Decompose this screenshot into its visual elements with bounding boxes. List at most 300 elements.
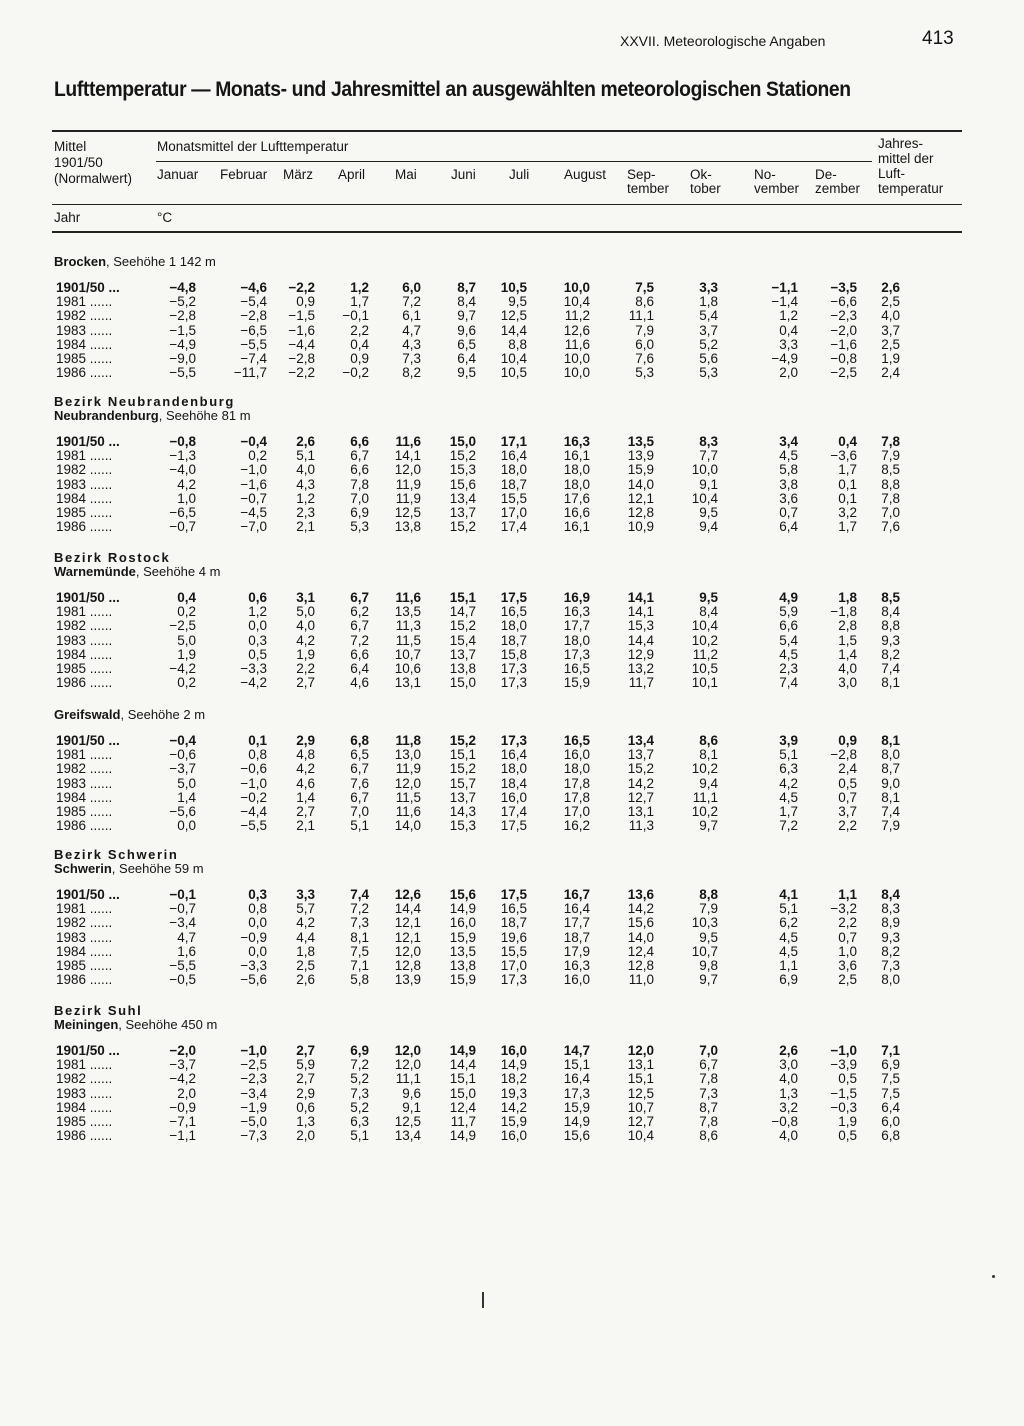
month-cell: 0,6 <box>248 590 267 605</box>
month-cell: 5,8 <box>350 972 369 988</box>
year-mean-cell: 6,0 <box>881 1114 900 1129</box>
month-cell: 4,6 <box>296 775 315 791</box>
month-header: Januar <box>157 167 199 182</box>
year-mean-cell: 2,4 <box>881 365 900 381</box>
month-cell: −6,5 <box>240 322 267 338</box>
table-row <box>0 435 1024 449</box>
month-cell: 5,2 <box>350 1099 369 1115</box>
year-mean-cell: 7,4 <box>881 804 900 819</box>
station-altitude: , Seehöhe 450 m <box>118 1017 218 1032</box>
month-cell: −1,6 <box>288 322 315 338</box>
month-cell: 18,4 <box>500 775 527 791</box>
row-label: 1984 ...... <box>56 789 113 805</box>
month-cell: 13,8 <box>394 519 421 535</box>
month-cell: −1,0 <box>240 462 267 478</box>
month-cell: 4,5 <box>779 789 798 805</box>
month-cell: −4,2 <box>240 675 267 691</box>
month-cell: 7,8 <box>350 476 369 492</box>
month-cell: 5,1 <box>296 448 315 464</box>
month-cell: 15,6 <box>449 476 476 492</box>
table-row <box>0 777 1024 791</box>
month-cell: 0,7 <box>838 789 857 805</box>
station-name: Meiningen <box>54 1017 119 1032</box>
month-cell: 7,9 <box>699 901 718 917</box>
year-mean-cell: 8,8 <box>881 618 900 634</box>
district-heading: Bezirk Suhl <box>54 1003 143 1018</box>
month-cell: 15,6 <box>563 1128 590 1144</box>
month-cell: −1,0 <box>240 1043 267 1058</box>
month-cell: −1,0 <box>240 775 267 791</box>
month-cell: 15,5 <box>500 943 527 959</box>
month-cell: −4,0 <box>169 462 196 478</box>
group-header: Monatsmittel der Lufttemperatur <box>157 139 349 154</box>
month-cell: 14,0 <box>627 476 654 492</box>
month-cell: 12,1 <box>627 490 654 506</box>
row-label: 1984 ...... <box>56 943 113 959</box>
year-mean-cell: 2,6 <box>881 280 900 295</box>
month-cell: 3,3 <box>779 336 798 352</box>
month-cell: 13,7 <box>627 747 654 763</box>
month-cell: −2,5 <box>830 365 857 381</box>
year-mean-cell: 6,9 <box>881 1057 900 1073</box>
month-cell: 7,0 <box>350 490 369 506</box>
month-cell: 10,4 <box>691 618 718 634</box>
month-cell: 0,8 <box>248 901 267 917</box>
month-cell: 1,3 <box>296 1114 315 1129</box>
year-mean-cell: 6,8 <box>881 1128 900 1144</box>
month-cell: 18,2 <box>500 1071 527 1087</box>
month-cell: 17,3 <box>563 1085 590 1101</box>
row-label: 1986 ...... <box>56 519 113 535</box>
month-cell: −0,8 <box>771 1114 798 1129</box>
month-cell: 1,9 <box>296 646 315 662</box>
month-cell: 9,4 <box>699 775 718 791</box>
month-cell: 0,4 <box>350 336 369 352</box>
month-cell: 3,1 <box>296 590 315 605</box>
month-cell: 17,3 <box>500 972 527 988</box>
month-cell: 10,3 <box>691 915 718 931</box>
month-cell: 12,6 <box>563 322 590 338</box>
month-cell: −4,9 <box>169 336 196 352</box>
month-cell: 6,9 <box>350 505 369 520</box>
month-cell: 1,1 <box>838 887 857 902</box>
row-label: 1985 ...... <box>56 351 113 366</box>
month-cell: 10,0 <box>691 462 718 478</box>
month-cell: 6,6 <box>350 462 369 478</box>
table-top-rule <box>52 130 962 132</box>
month-cell: 13,1 <box>394 675 421 691</box>
month-cell: 1,6 <box>177 943 196 959</box>
year-mean-cell: 8,0 <box>881 972 900 988</box>
month-cell: 10,9 <box>627 519 654 535</box>
month-cell: 15,3 <box>449 818 476 834</box>
month-header: Mai <box>395 167 417 182</box>
month-cell: 0,7 <box>779 505 798 520</box>
month-cell: 15,1 <box>449 1071 476 1087</box>
month-cell: 6,7 <box>350 618 369 634</box>
table-row <box>0 1087 1024 1101</box>
month-cell: 10,6 <box>394 661 421 676</box>
month-cell: 13,4 <box>627 733 654 748</box>
month-cell: 2,6 <box>779 1043 798 1058</box>
month-cell: 17,0 <box>500 505 527 520</box>
month-cell: 2,5 <box>838 972 857 988</box>
month-cell: 4,5 <box>779 646 798 662</box>
month-cell: 11,0 <box>628 972 654 988</box>
month-cell: 15,6 <box>627 915 654 931</box>
table-row <box>0 1129 1024 1143</box>
table-row <box>0 805 1024 819</box>
month-cell: 0,5 <box>248 646 267 662</box>
month-cell: 10,7 <box>691 943 718 959</box>
row-label: 1985 ...... <box>56 1114 113 1129</box>
month-cell: 6,7 <box>350 789 369 805</box>
row-label: 1985 ...... <box>56 958 113 973</box>
month-cell: 14,9 <box>563 1114 590 1129</box>
month-cell: 2,5 <box>296 958 315 973</box>
month-cell: 17,4 <box>500 519 527 535</box>
month-cell: 16,5 <box>563 733 590 748</box>
unit-label: °C <box>157 210 173 225</box>
month-cell: 18,0 <box>563 632 590 648</box>
month-cell: 0,1 <box>838 476 857 492</box>
month-cell: 17,3 <box>500 675 527 691</box>
month-cell: 7,5 <box>350 943 369 959</box>
month-header: De- <box>815 167 837 182</box>
month-cell: 0,3 <box>248 887 267 902</box>
month-cell: −3,9 <box>830 1057 857 1073</box>
month-cell: 4,3 <box>296 476 315 492</box>
month-cell: 2,0 <box>296 1128 315 1144</box>
month-cell: 15,9 <box>449 929 476 945</box>
table-row <box>0 662 1024 676</box>
month-cell: −0,7 <box>169 901 196 917</box>
year-mean-cell: 7,3 <box>881 958 900 973</box>
month-cell: 7,7 <box>699 448 718 464</box>
month-cell: −2,2 <box>288 280 315 295</box>
month-cell: 14,0 <box>394 818 421 834</box>
table-row <box>0 492 1024 506</box>
month-cell: 0,2 <box>177 604 196 620</box>
year-mean-cell: 7,5 <box>881 1085 900 1101</box>
month-cell: 6,2 <box>350 604 369 620</box>
year-mean-cell: 8,1 <box>881 675 900 691</box>
year-mean-cell: 7,6 <box>881 519 900 535</box>
month-cell: 8,6 <box>699 1128 718 1144</box>
month-cell: −5,5 <box>240 336 267 352</box>
month-cell: 11,6 <box>395 804 421 819</box>
month-cell: 16,6 <box>563 505 590 520</box>
month-cell: −0,6 <box>240 761 267 777</box>
month-cell: 0,8 <box>248 747 267 763</box>
month-cell: 2,8 <box>838 618 857 634</box>
month-cell: 17,1 <box>500 434 527 449</box>
month-cell: 15,1 <box>449 590 476 605</box>
month-cell: −3,2 <box>830 901 857 917</box>
month-cell: 14,4 <box>449 1057 476 1073</box>
month-cell: 2,3 <box>779 661 798 676</box>
month-cell: 12,7 <box>627 789 654 805</box>
table-row <box>0 902 1024 916</box>
table-row <box>0 1058 1024 1072</box>
row-label: 1982 ...... <box>56 1071 113 1087</box>
month-cell: 8,1 <box>350 929 369 945</box>
row-label: 1901/50 ... <box>56 887 120 902</box>
month-cell: 2,6 <box>296 972 315 988</box>
table-row <box>0 973 1024 987</box>
month-cell: 8,6 <box>635 294 654 310</box>
year-mean-header-4: temperatur <box>878 181 944 196</box>
station-altitude: , Seehöhe 4 m <box>135 564 221 579</box>
month-cell: −5,2 <box>169 294 196 310</box>
month-cell: −5,5 <box>169 958 196 973</box>
year-mean-cell: 8,1 <box>881 733 900 748</box>
month-cell: −11,7 <box>233 365 267 381</box>
month-cell: 2,7 <box>296 804 315 819</box>
month-cell: 2,1 <box>296 519 315 535</box>
month-cell: −5,6 <box>169 804 196 819</box>
month-cell: 9,5 <box>699 929 718 945</box>
month-cell: 5,6 <box>699 351 718 366</box>
year-mean-cell: 7,5 <box>881 1071 900 1087</box>
month-cell: −5,6 <box>240 972 267 988</box>
month-cell: 1,8 <box>296 943 315 959</box>
month-cell: −2,3 <box>830 308 857 324</box>
month-cell: 11,6 <box>564 336 590 352</box>
row-label: 1984 ...... <box>56 646 113 662</box>
month-cell: 6,9 <box>350 1043 369 1058</box>
year-mean-cell: 8,2 <box>881 943 900 959</box>
month-cell: 18,7 <box>500 632 527 648</box>
table-row <box>0 931 1024 945</box>
month-cell: 13,4 <box>394 1128 421 1144</box>
station-heading <box>54 564 220 579</box>
month-cell: 15,2 <box>449 761 476 777</box>
stub-header-1901: 1901/50 <box>54 155 103 170</box>
month-cell: 7,9 <box>635 322 654 338</box>
month-header: Juli <box>509 167 530 182</box>
month-cell: 8,1 <box>699 747 718 763</box>
month-cell: 16,4 <box>500 448 527 464</box>
month-cell: 13,7 <box>449 505 476 520</box>
year-mean-cell: 7,1 <box>881 1043 900 1058</box>
month-cell: 7,2 <box>350 1057 369 1073</box>
header-rule <box>52 204 962 205</box>
month-cell: 14,7 <box>563 1043 590 1058</box>
month-cell: 9,6 <box>457 322 476 338</box>
year-mean-cell: 8,8 <box>881 476 900 492</box>
month-cell: −0,8 <box>169 434 196 449</box>
month-cell: 4,0 <box>296 618 315 634</box>
month-cell: 15,4 <box>449 632 476 648</box>
month-cell: −0,7 <box>169 519 196 535</box>
station-heading <box>54 861 204 876</box>
month-cell: 13,9 <box>394 972 421 988</box>
month-cell: 12,5 <box>394 1114 421 1129</box>
month-cell: 16,0 <box>563 747 590 763</box>
month-cell: 16,0 <box>563 972 590 988</box>
month-cell: 11,1 <box>395 1071 421 1087</box>
month-cell: −7,3 <box>240 1128 267 1144</box>
station-name: Warnemünde <box>54 564 136 579</box>
month-cell: 13,4 <box>449 490 476 506</box>
month-cell: −0,2 <box>240 789 267 805</box>
row-label: 1982 ...... <box>56 308 113 324</box>
month-cell: 16,1 <box>563 519 590 535</box>
month-cell: 14,9 <box>449 901 476 917</box>
month-cell: 9,5 <box>699 590 718 605</box>
month-cell: 11,8 <box>395 733 421 748</box>
table-row <box>0 945 1024 959</box>
month-cell: 5,3 <box>699 365 718 381</box>
month-cell: 0,0 <box>248 943 267 959</box>
month-cell: −7,4 <box>240 351 267 366</box>
table-row <box>0 819 1024 833</box>
row-label: 1983 ...... <box>56 929 113 945</box>
district-heading: Bezirk Neubrandenburg <box>54 394 235 409</box>
month-cell: 11,1 <box>628 308 654 324</box>
month-cell: 10,2 <box>691 632 718 648</box>
month-cell: 3,6 <box>838 958 857 973</box>
month-cell: 18,0 <box>500 618 527 634</box>
month-cell: −3,3 <box>240 958 267 973</box>
month-cell: 15,1 <box>627 1071 654 1087</box>
month-cell: 5,9 <box>779 604 798 620</box>
month-cell: −6,5 <box>169 505 196 520</box>
month-cell: 7,3 <box>350 915 369 931</box>
month-cell: 5,0 <box>177 632 196 648</box>
table-row <box>0 1044 1024 1058</box>
month-cell: 5,3 <box>350 519 369 535</box>
month-cell: 6,9 <box>779 972 798 988</box>
stub-header-jahr: Jahr <box>54 210 81 225</box>
month-cell: 6,2 <box>779 915 798 931</box>
table-row <box>0 1115 1024 1129</box>
month-cell: 6,5 <box>457 336 476 352</box>
month-cell: 9,6 <box>402 1085 421 1101</box>
page-title: Lufttemperatur — Monats- und Jahresmittel an ausgewählten meteorologischen Stationen <box>54 78 851 101</box>
month-cell: −7,0 <box>240 519 267 535</box>
month-cell: 1,2 <box>296 490 315 506</box>
table-row <box>0 478 1024 492</box>
month-cell: 9,5 <box>508 294 527 310</box>
month-cell: 2,4 <box>838 761 857 777</box>
station-altitude: , Seehöhe 59 m <box>111 861 204 876</box>
month-cell: −2,8 <box>240 308 267 324</box>
month-cell: 0,0 <box>248 915 267 931</box>
month-cell: 6,6 <box>350 646 369 662</box>
row-label: 1982 ...... <box>56 761 113 777</box>
month-cell: 15,5 <box>500 490 527 506</box>
month-cell: 7,2 <box>350 632 369 648</box>
month-cell: −4,2 <box>169 1071 196 1087</box>
row-label: 1901/50 ... <box>56 280 120 295</box>
month-cell: −0,3 <box>830 1099 857 1115</box>
print-speck <box>992 1275 995 1278</box>
month-cell: 1,7 <box>838 519 857 535</box>
month-cell: 13,0 <box>394 747 421 763</box>
month-header: April <box>338 167 366 182</box>
month-cell: 18,7 <box>500 476 527 492</box>
month-cell: −2,8 <box>169 308 196 324</box>
month-cell: 7,8 <box>699 1071 718 1087</box>
row-label: 1981 ...... <box>56 604 113 620</box>
row-label: 1986 ...... <box>56 818 113 834</box>
month-header: Sep- <box>627 167 656 182</box>
month-cell: 18,0 <box>563 476 590 492</box>
month-cell: 12,1 <box>394 929 421 945</box>
row-label: 1901/50 ... <box>56 434 120 449</box>
station-name: Neubrandenburg <box>54 408 159 423</box>
month-header: August <box>564 167 607 182</box>
month-cell: 17,7 <box>563 618 590 634</box>
month-cell: 1,0 <box>838 943 857 959</box>
month-cell: 1,4 <box>838 646 857 662</box>
month-header: tember <box>627 181 670 196</box>
station-heading <box>54 408 251 423</box>
page-number: 413 <box>922 28 954 49</box>
month-cell: 4,7 <box>402 322 421 338</box>
month-cell: 7,4 <box>779 675 798 691</box>
month-cell: −0,9 <box>240 929 267 945</box>
month-cell: 12,8 <box>627 505 654 520</box>
month-cell: 3,6 <box>779 490 798 506</box>
month-cell: 0,1 <box>838 490 857 506</box>
row-label: 1986 ...... <box>56 365 113 381</box>
month-cell: 5,9 <box>296 1057 315 1073</box>
month-cell: 4,2 <box>177 476 196 492</box>
month-cell: 2,2 <box>838 818 857 834</box>
month-cell: 0,9 <box>838 733 857 748</box>
month-cell: 14,1 <box>627 604 654 620</box>
row-label: 1984 ...... <box>56 1099 113 1115</box>
month-cell: 4,6 <box>350 675 369 691</box>
year-mean-cell: 8,4 <box>881 887 900 902</box>
station-name: Brocken <box>54 254 107 269</box>
month-cell: 1,1 <box>779 958 798 973</box>
month-cell: 15,9 <box>627 462 654 478</box>
month-cell: 12,4 <box>627 943 654 959</box>
month-cell: 6,1 <box>402 308 421 324</box>
month-cell: 5,7 <box>296 901 315 917</box>
month-cell: 11,9 <box>395 476 421 492</box>
month-cell: 16,3 <box>563 958 590 973</box>
table-row <box>0 463 1024 477</box>
month-cell: 0,1 <box>248 733 267 748</box>
month-cell: −1,4 <box>771 294 798 310</box>
month-cell: 0,2 <box>177 675 196 691</box>
row-label: 1901/50 ... <box>56 1043 120 1058</box>
table-row <box>0 619 1024 633</box>
month-cell: 7,3 <box>699 1085 718 1101</box>
month-cell: 13,8 <box>449 661 476 676</box>
month-cell: 6,4 <box>779 519 798 535</box>
table-row <box>0 734 1024 748</box>
month-cell: 6,0 <box>635 336 654 352</box>
month-cell: 8,4 <box>699 604 718 620</box>
month-cell: 6,6 <box>779 618 798 634</box>
month-cell: 15,2 <box>449 618 476 634</box>
month-cell: 10,4 <box>563 294 590 310</box>
month-cell: 10,4 <box>627 1128 654 1144</box>
table-row <box>0 309 1024 323</box>
row-label: 1983 ...... <box>56 632 113 648</box>
month-cell: −0,8 <box>830 351 857 366</box>
month-cell: −5,0 <box>240 1114 267 1129</box>
month-cell: 2,9 <box>296 1085 315 1101</box>
month-cell: 5,1 <box>350 818 369 834</box>
station-heading <box>54 254 216 269</box>
